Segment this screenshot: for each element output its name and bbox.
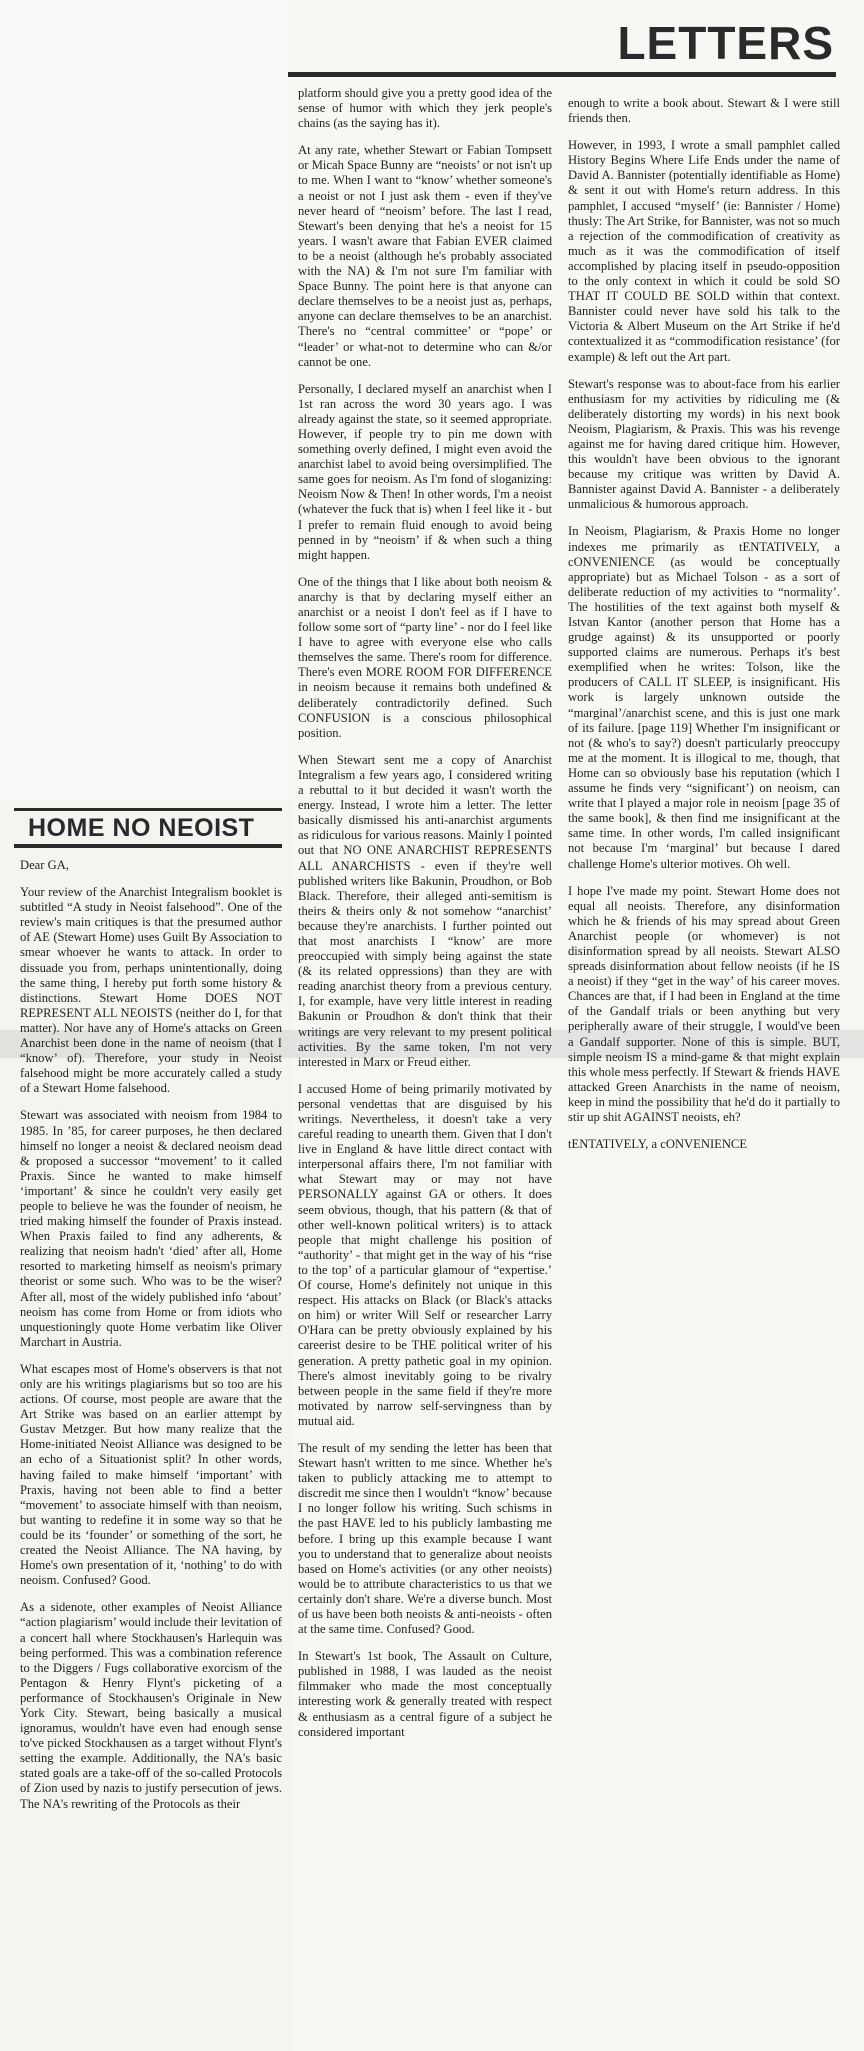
paragraph: However, in 1993, I wrote a small pamphlet called History Begins Where Life Ends under the name of David A. Bannister (potentially identifiable as Home) & sent it out with Home's return address. In this pamphlet, I accused “myself’ (ie: Bannister / Home) thusly: The Art Strike, for Bannister, was not so much a rejection of the commodification of creativity as much as it was the commodification of itself accomplished by placing itself in pseudo-opposition to the only context in which it could be sold SO THAT IT COULD BE SOLD within that context. Bannister could never have sold his talk to the Victoria & Albert Museum on the Art Strike if he'd contextualized it as “commodification resistance’ (for example) & left out the Art part. xyxy=(568,138,840,364)
salutation: Dear GA, xyxy=(20,858,69,872)
paragraph: One of the things that I like about both neoism & anarchy is that by declaring myself either an anarchist or a neoist I don't feel as if I have to follow some sort of “party line’ - nor do I feel like I have to agree with everyone else who calls themselves the same. There's room for difference. There's even MORE ROOM FOR DIFFERENCE in neoism because it remains both undefined & deliberately contradictorily defined. Such CONFUSION is a conscious philosophical position. xyxy=(298,574,552,740)
section-title: LETTERS xyxy=(617,17,834,69)
column-1 xyxy=(20,858,282,1824)
scan-shadow-band xyxy=(0,1030,864,1058)
paragraph: I hope I've made my point. Stewart Home does not equal all neoists. Therefore, any disinformation which he & friends of his may spread about Green Anarchist people (or whomever) is not disinformation spread by all neoists. Stewart ALSO spreads disinformation about fellow neoists (if he IS a neoist) if they “get in the way’ of his career moves. Chances are that, if I had been in England at the time of the Gandalf trials or been anything but very peripherally aware of their struggle, I would've been a Gandalf supporter. None of this is simple. BUT, simple neoism IS a mind-game & that might explain this whole mess perfectly. If Stewart & friends HAVE attacked Green Anarchists in the name of neoism, keep in mind the possibility that he'd do it partially to stir up shit AGAINST neoists, eh? xyxy=(568,883,840,1124)
paragraph: As a sidenote, other examples of Neoist Alliance “action plagiarism’ would include their levitation of a concert hall where Stockhausen's Harlequin was being performed. This was a combination reference to the Diggers / Fugs collaborative exorcism of the Pentagon & Henry Flynt's picketing of a performance of Stockhausen's Originale in New York City. Stewart, being basically a musical ignoramus, wouldn't have even had enough sense to've picked Stockhausen as a target without Flynt's setting the example. Additionally, the NA's basic stated goals are a take-off of the so-called Protocols of Zion used by nazis to justify persecution of jews. The NA's rewriting of the Protocols as their xyxy=(20,1600,282,1811)
paragraph: The result of my sending the letter has been that Stewart hasn't written to me since. Whether he's taken to publicly attacking me to attempt to discredit me since then I wouldn't “know’ because I no longer follow his writing. Such schisms in the past HAVE led to his publicly lambasting me before. I bring up this example because I want you to understand that to generalize about neoists based on Home's activities (or any other neoists) would be to attribute characteristics to us that we certainly don't share. We're a diverse bunch. Most of us have been both neoists & anti-neoists - often at the same time. Confused? Good. xyxy=(298,1440,552,1637)
paragraph: Stewart's response was to about-face from his earlier enthusiasm for my activities by ridiculing me (& deliberately distorting my words) in his next book Neoism, Plagiarism, & Praxis. This was his revenge against me for having dared critique him. However, this wouldn't have been obvious to the ignorant because my critique was written by David A. Bannister against David A. Bannister - a deliberately unmalicious & humorous approach. xyxy=(568,376,840,512)
paragraph: enough to write a book about. Stewart & I were still friends then. xyxy=(568,96,840,126)
paragraph: At any rate, whether Stewart or Fabian Tompsett or Micah Space Bunny are “neoists’ or not isn't up to me. When I want to “know’ whether someone's a neoist or not I just ask them - even if they've never heard of “neoism’ before. The last I read, Stewart's been denying that he's a neoist for 15 years. I wasn't aware that Fabian EVER claimed to be a neoist (although he's probably associated with the NA) & I'm not sure I'm familiar with Space Bunny. The point here is that anyone can declare themselves to be a neoist just as, perhaps, anyone can declare themselves to be an anarchist. There's no “central committee’ or “pope’ or “leader’ or what-not to determine who can &/or cannot be one. xyxy=(298,143,552,369)
paragraph: In Stewart's 1st book, The Assault on Culture, published in 1988, I was lauded as the neoist filmmaker who made the most conceptually interesting work & generally treated with respect & enthusiasm as a central figure of a subject he considered important xyxy=(298,1649,552,1739)
letter-headline: HOME NO NEOIST xyxy=(28,814,255,842)
paragraph: Your review of the Anarchist Integralism booklet is subtitled “A study in Neoist falsehood”. One of the review's main critiques is that the presumed author of AE (Stewart Home) uses Guilt By Association to smear whoever he wants to attack. In order to dissuade you from, perhaps unintentionally, doing the same thing, I hereby put forth some history & distinctions. Stewart Home DOES NOT REPRESENT ALL NEOISTS (neither do I, for that matter). Nor have any of Home's attacks on Green Anarchist been done in the name of neoism (that I “know’ of). Therefore, your study in Neoist falsehood might be more accurately called a study of a Stewart Home falsehood. xyxy=(20,885,282,1096)
paragraph: Stewart was associated with neoism from 1984 to 1985. In ’85, for career purposes, he then declared himself no longer a neoist & declared neoism dead & proposed a successor “movement’ to it called Praxis. Since he wanted to make himself ‘important’ & since he couldn't very easily get people to believe he was the founder of neoism, he tried making himself the founder of Praxis instead. When Praxis failed to find any adherents, & realizing that neoism hadn't ‘died’ after all, Home resorted to marketing himself as neoism's primary theorist or some such. Who was to be the wiser? After all, most of the widely published info ‘about’ neoism has come from Home or from idiots who unquestioningly quote Home verbatim like Oliver Marchart in Austria. xyxy=(20,1108,282,1349)
section-masthead xyxy=(288,14,836,77)
paragraph: In Neoism, Plagiarism, & Praxis Home no longer indexes me primarily as tENTATIVELY, a cONVENIENCE (as would be conceptually appropriate) but as Michael Tolson - as a sort of deliberate reduction of my activities to “normality’. The hostilities of the text against both myself & Istvan Kantor (another person that Home has a grudge against) & its unsupported or poorly supported claims are numerous. Perhaps it's best exemplified when he writes: Tolson, like the producers of CALL IT SLEEP, is insignificant. His work is largely unknown outside the “marginal’/anarchist scene, and this is just one mark of its failure. [page 119] Whether I'm insignificant or not (& who's to say?) doesn't particularly preoccupy me at the moment. It is illogical to me, though, that Home can so obviously base his reputation (which I assume he finds very “significant’) on neoism, can write that I played a major role in neoism [page 35 of the same book], & then find me insignificant at the same time. In other words, I'm called insignificant not because I'm ‘marginal’ but because I dared challenge Home's ulterior motives. Oh well. xyxy=(568,524,840,871)
column-3 xyxy=(568,96,840,1164)
paragraph: platform should give you a pretty good idea of the sense of humor with which they jerk people's chains (as the saying has it). xyxy=(298,86,552,131)
column-2 xyxy=(298,86,552,1752)
paragraph: Personally, I declared myself an anarchist when I 1st ran across the word 30 years ago. I was already against the state, so it seemed appropriate. However, if people try to pin me down with something overly defined, I might even avoid the anarchist label to avoid being oversimplified. The same goes for neoism. As I'm fond of sloganizing: Neoism Now & Then! In other words, I'm a neoist (whatever the fuck that is) when I feel like it - but I prefer to remain fluid enough to avoid being penned in by “neoism’ if & when such a thing might happen. xyxy=(298,381,552,562)
letter-headline-box xyxy=(14,808,282,848)
headline-top-rule xyxy=(14,808,282,811)
paragraph: I accused Home of being primarily motivated by personal vendettas that are disguised by his writings. Nevertheless, it doesn't take a very careful reading to unearth them. Given that I don't live in England & have little direct contact with interpersonal affairs there, I'm not familiar with what Stewart may or may not have PERSONALLY against GA or others. It does seem obvious, though, that his pattern (& that of other well-known political writers) is to attack people that might challenge his position of “authority’ - that might get in the way of his “rise to the top’ of a particular glamour of “expertise.’ Of course, Home's definitely not unique in this respect. His attacks on Black (or Black's attacks on him) or writer Will Self or researcher Larry O'Hara can be pretty obviously explained by his careerist desire to be THE political writer of his generation. A pretty pathetic goal in my opinion. There's almost inevitably going to be rivalry between people in the same field if they're more motivated by narrow self-servingness than by mutual aid. xyxy=(298,1081,552,1428)
signature: tENTATIVELY, a cONVENIENCE xyxy=(568,1137,748,1152)
paragraph: What escapes most of Home's observers is that not only are his writings plagiarisms but so too are his actions. Of course, most people are aware that the Art Strike was based on an earlier attempt by Gustav Metzger. But how many realize that the Home-initiated Neoist Alliance was designed to be an echo of a Situationist split? In other words, having failed to make himself ‘important’ with Praxis, having not been able to find a better “movement’ to associate himself with than neoism, but wanting to redefine it in some way so that he could be its ‘founder’ or something of the sort, he created the Neoist Alliance. The NA having, by Home's own presentation of it, ‘nothing’ to do with neoism. Confused? Good. xyxy=(20,1361,282,1588)
paragraph: When Stewart sent me a copy of Anarchist Integralism a few years ago, I considered writing a rebuttal to it but decided it wasn't worth the energy. Instead, I wrote him a letter. The letter basically dismissed his anti-anarchist arguments as ridiculous for various reasons. Mainly I pointed out that NO ONE ANARCHIST REPRESENTS ALL ANARCHISTS - even if they're well published writers like Bakunin, Proudhon, or Bob Black. Therefore, their alleged anti-semitism is theirs & theirs only & not somehow “anarchist’ because they're anarchists. I further pointed out that most anarchists I “know’ are more preoccupied with simply being against the state (& its related oppressions) than they are with reading anarchist theory from a previous century. I, for example, have very little interest in reading Bakunin or Proudhon & don't think that their writings are very relevant to my present political activities. By the same token, I'm not very interested in Marx or Freud either. xyxy=(298,752,552,1069)
